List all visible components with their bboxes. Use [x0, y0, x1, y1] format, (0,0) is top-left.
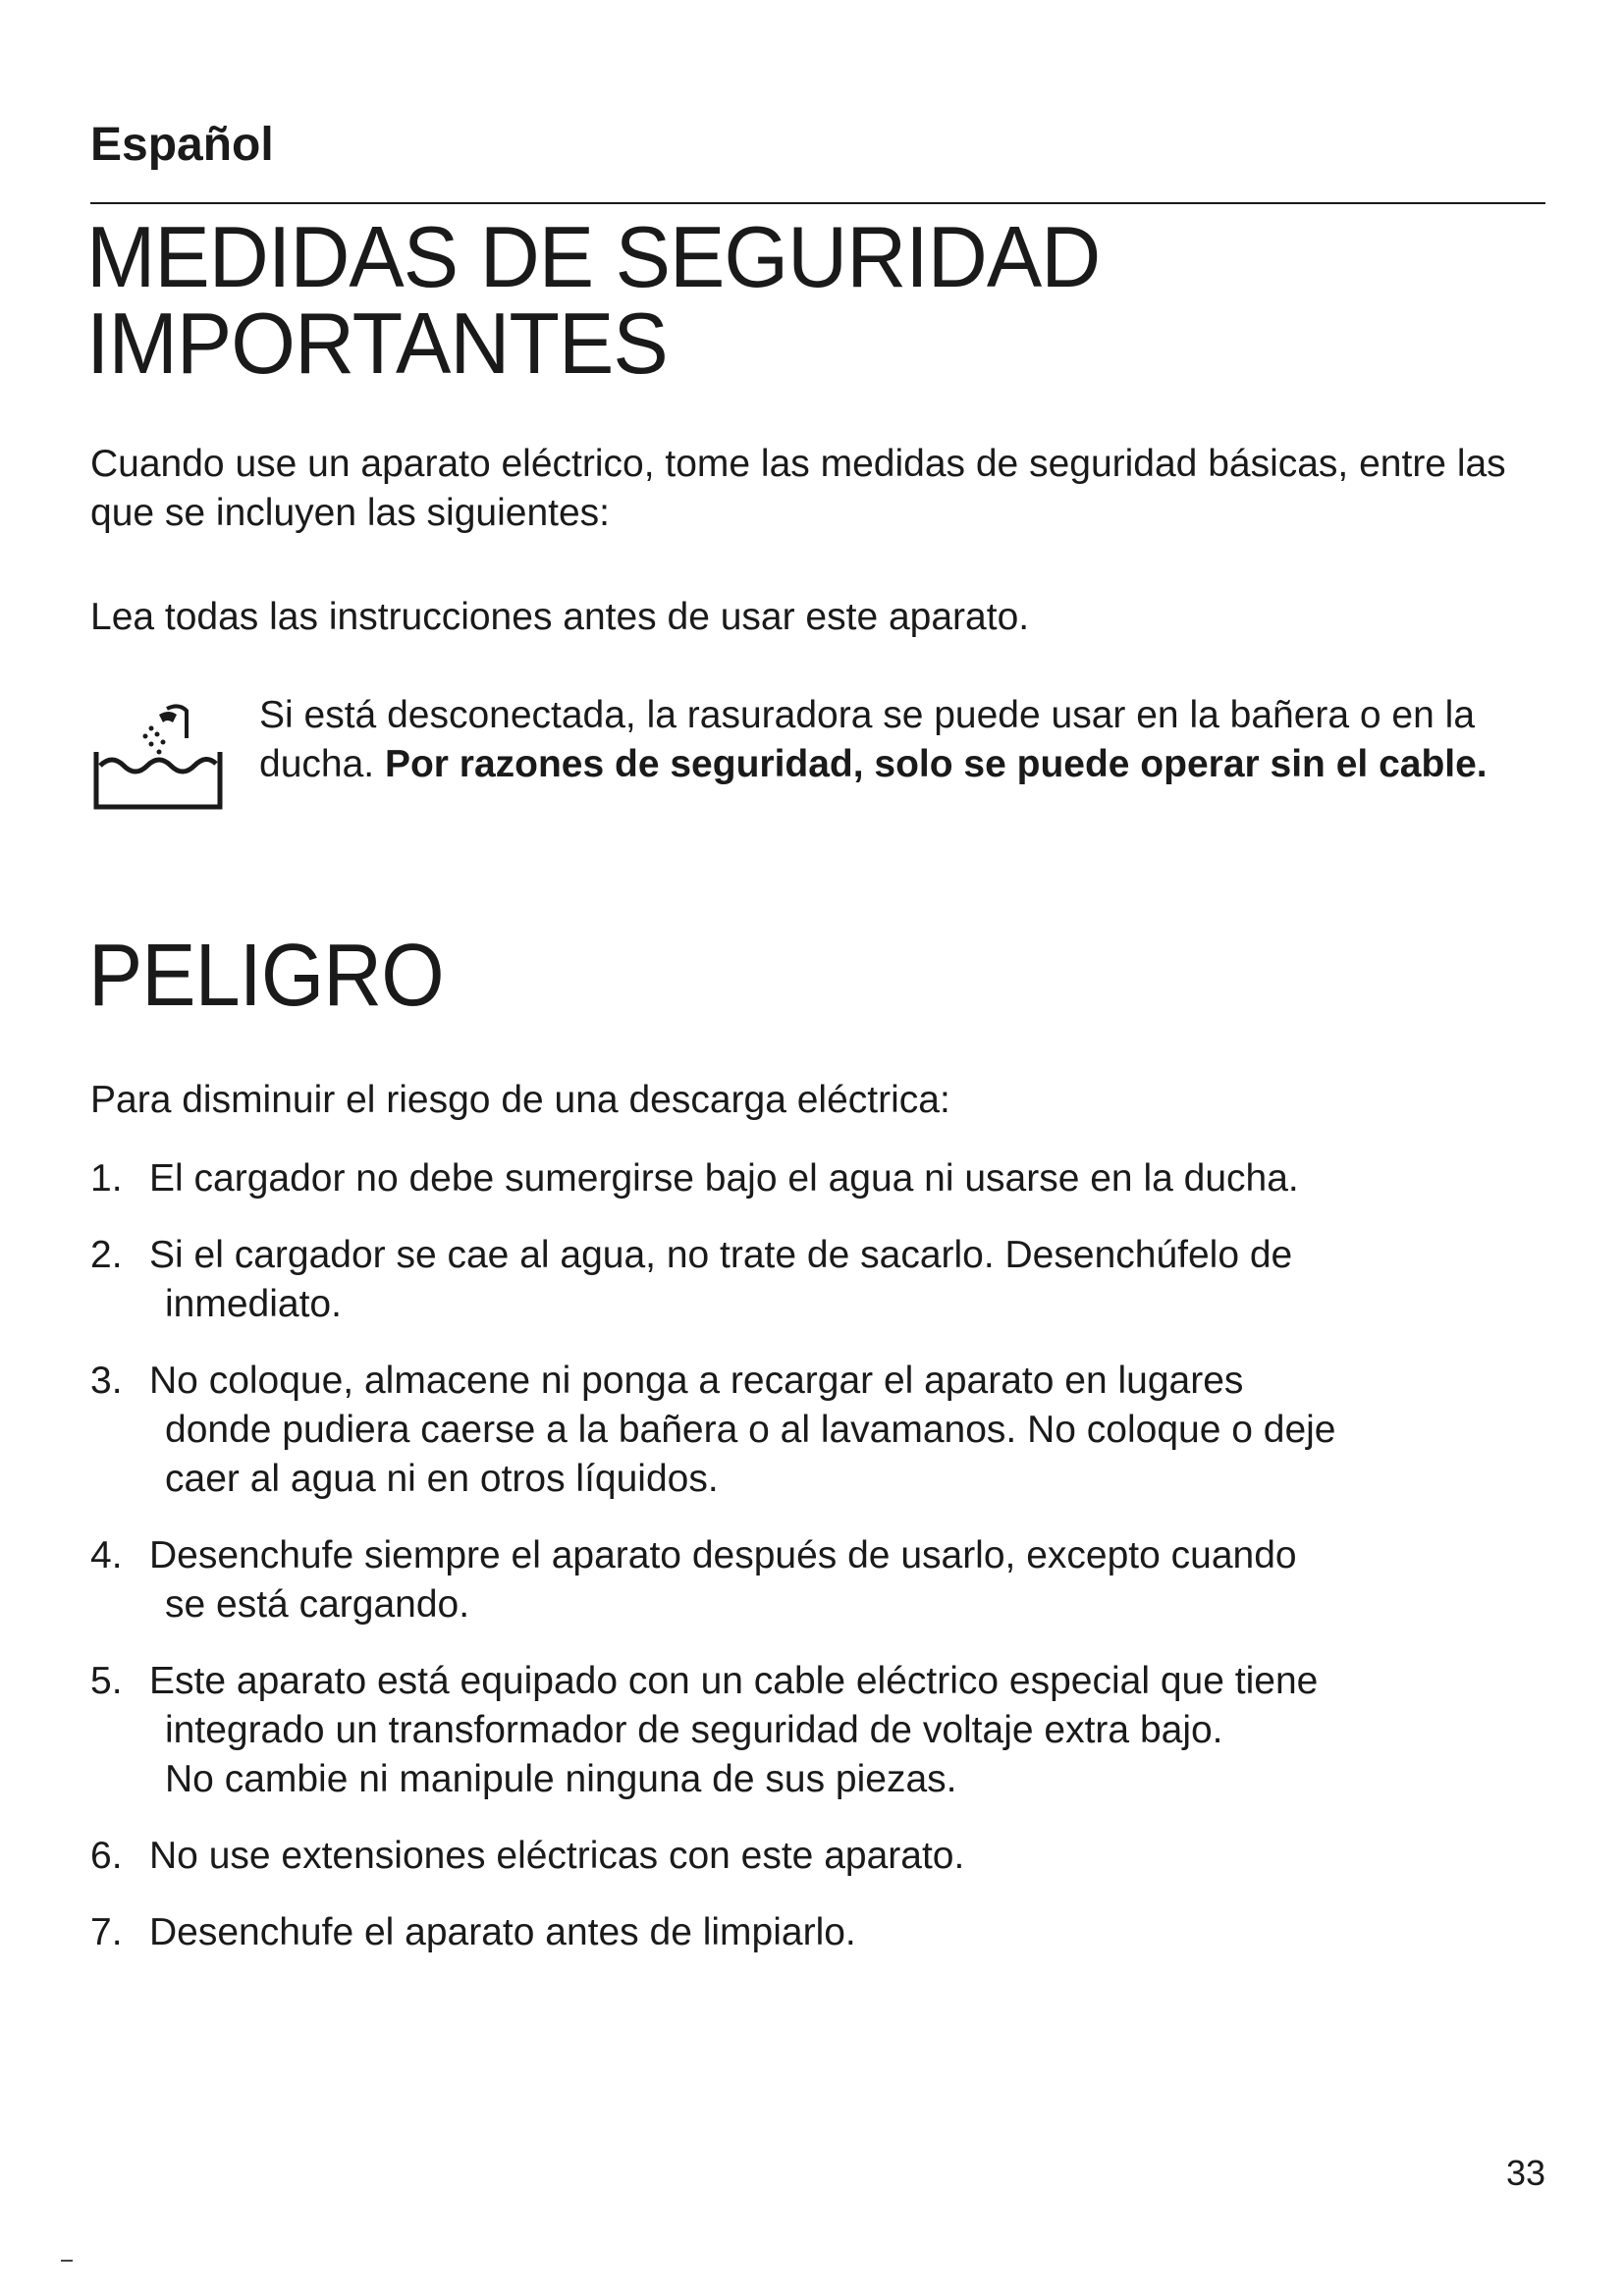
list-item-text — [149, 1357, 1553, 1504]
page-title-line-2: IMPORTANTES — [86, 294, 668, 392]
list-item-number: 7. — [90, 1911, 123, 1953]
list-item-text — [149, 1531, 1553, 1629]
list-item-number: 1. — [90, 1157, 123, 1200]
language-label: Español — [90, 119, 274, 171]
list-item — [90, 1231, 1553, 1329]
list-item-number: 5. — [90, 1660, 123, 1702]
bath-note-text — [259, 691, 1545, 789]
list-item-first-line: Desenchufe siempre el aparato después de usarlo, excepto cuando — [149, 1534, 1297, 1576]
list-item — [90, 1908, 1553, 1957]
list-item-number: 4. — [90, 1534, 123, 1576]
page-title — [86, 208, 1101, 392]
bath-note-plain: Si está desconectada, la rasuradora se puede usar en la bañera o en la ducha. — [259, 694, 1476, 785]
intro-paragraph: Cuando use un aparato eléctrico, tome las medidas de seguridad básicas, entre las que se incluyen las siguientes: — [90, 443, 1506, 534]
list-item-first-line: El cargador no debe sumergirse bajo el agua ni usarse en la ducha. — [149, 1157, 1299, 1200]
danger-lead: Para disminuir el riesgo de una descarga eléctrica: — [90, 1079, 950, 1121]
list-item — [90, 1832, 1553, 1881]
page-title-line-1: MEDIDAS DE SEGURIDAD — [86, 208, 1101, 305]
list-item-text — [149, 1154, 1553, 1203]
list-item-continuation: donde pudiera caerse a la bañera o al lavamanos. No coloque o deje — [165, 1409, 1336, 1451]
list-item-number: 2. — [90, 1234, 123, 1276]
list-item-first-line: No coloque, almacene ni ponga a recargar el aparato en lugares — [149, 1360, 1244, 1402]
list-item-continuation: integrado un transformador de seguridad de voltaje extra bajo. — [165, 1709, 1223, 1751]
danger-heading: PELIGRO — [88, 927, 444, 1025]
list-item-first-line: Este aparato está equipado con un cable eléctrico especial que tiene — [149, 1660, 1319, 1702]
list-item-first-line: No use extensiones eléctricas con este aparato. — [149, 1835, 965, 1877]
corner-mark — [61, 2260, 73, 2262]
danger-list — [90, 1154, 1553, 1985]
list-item-text — [149, 1908, 1553, 1957]
list-item-text — [149, 1657, 1553, 1804]
page-number: 33 — [1505, 2153, 1545, 2193]
list-item — [90, 1154, 1553, 1203]
shower-bath-icon — [90, 701, 228, 819]
list-item-number: 3. — [90, 1360, 123, 1402]
list-item-number: 6. — [90, 1835, 123, 1877]
list-item-continuation: caer al agua ni en otros líquidos. — [165, 1458, 719, 1500]
list-item — [90, 1657, 1553, 1804]
bath-note-bold: Por razones de seguridad, solo se puede operar sin el cable. — [384, 743, 1488, 785]
read-instructions-paragraph: Lea todas las instrucciones antes de usar este aparato. — [90, 596, 1030, 638]
list-item-first-line: Si el cargador se cae al agua, no trate de sacarlo. Desenchúfelo de — [149, 1234, 1293, 1276]
list-item-text — [149, 1832, 1553, 1881]
list-item — [90, 1531, 1553, 1629]
list-item-text — [149, 1231, 1553, 1329]
list-item-continuation: inmediato. — [165, 1283, 342, 1325]
list-item-continuation: No cambie ni manipule ninguna de sus piezas. — [165, 1758, 957, 1800]
list-item-continuation: se está cargando. — [165, 1583, 470, 1626]
list-item-first-line: Desenchufe el aparato antes de limpiarlo. — [149, 1911, 856, 1953]
header-rule — [90, 202, 1545, 204]
list-item — [90, 1357, 1553, 1504]
